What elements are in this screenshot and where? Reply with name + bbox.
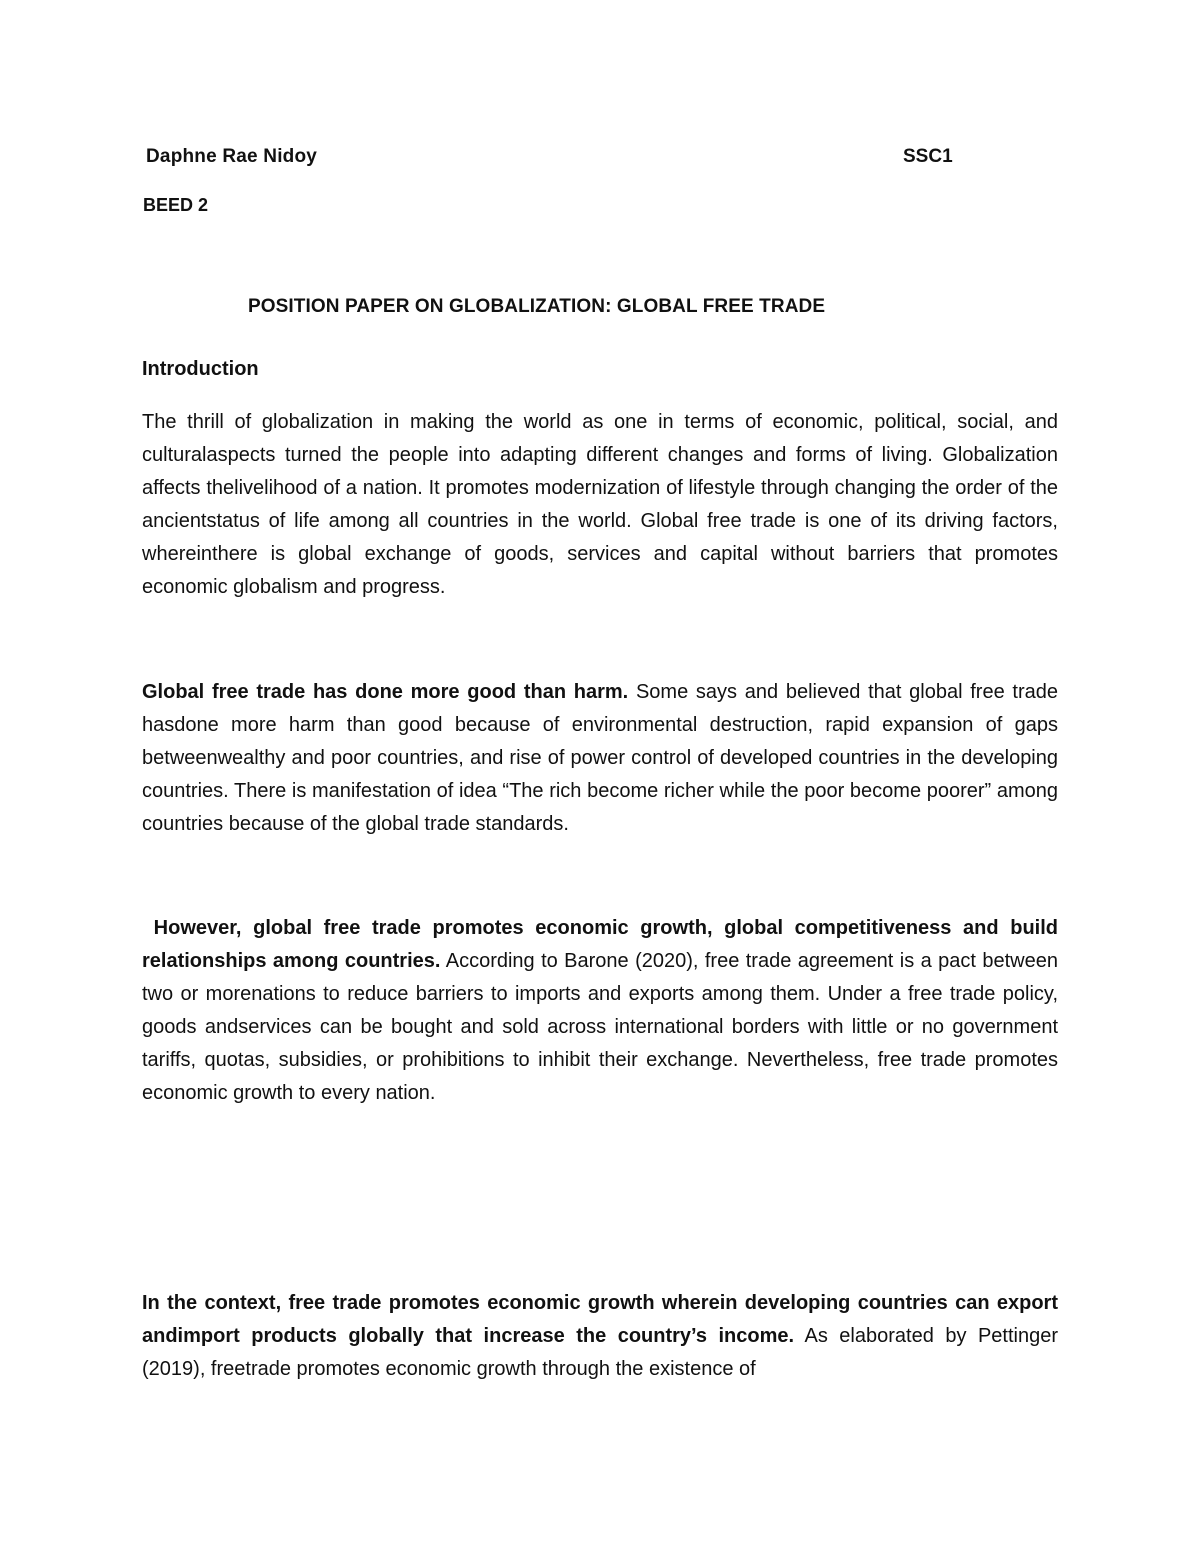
paragraph-claim-bold: In the context, free trade promotes economic growth wherein developing countries can export andimport products globally that increase the country’s income. xyxy=(142,1292,1058,1347)
course-code: SSC1 xyxy=(903,146,953,167)
paragraph-introduction: The thrill of globalization in making the world as one in terms of economic, political, social, and culturalaspects turned the people into adapting different changes and forms of living. Globalization affects thelivelihood of a nation. It promotes modernization of lifestyle through changing the order of the ancientstatus of life among all countries in the world. Global free trade is one of its driving factors, whereinthere is global exchange of goods, services and capital without barriers that promotes economic globalism and progress. xyxy=(142,411,1058,598)
paragraph-good-vs-harm xyxy=(142,676,1058,841)
paragraph-claim-bold: However, global free trade promotes economic growth, global competitiveness and build relationships among countries. xyxy=(142,917,1059,972)
section-heading-introduction: Introduction xyxy=(142,358,259,380)
paragraph-body: Some says and believed that global free trade hasdone more harm than good because of environmental destruction, rapid expansion of gaps betweenwealthy and poor countries, and rise of power control of developed countries in the developing countries. There is manifestation of idea “The rich become richer while the poor become poorer” among countries because of the global trade standards. xyxy=(142,681,1059,835)
paragraph-context xyxy=(142,1287,1058,1386)
paragraph-economic-growth xyxy=(142,912,1058,1110)
paragraph-thesis-bold: Global free trade has done more good than harm. xyxy=(142,681,629,703)
paragraph-body: According to Barone (2020), free trade agreement is a pact between two or morenations to reduce barriers to imports and exports among them. Under a free trade policy, goods andservices can be bought and sold across international borders with little or no government tariffs, quotas, subsidies, or prohibitions to inhibit their exchange. Nevertheless, free trade promotes economic growth to every nation. xyxy=(142,950,1058,1104)
page-title: POSITION PAPER ON GLOBALIZATION: GLOBAL FREE TRADE xyxy=(248,296,826,317)
paragraph-body: As elaborated by Pettinger (2019), freetrade promotes economic growth through the existence of xyxy=(142,1325,1059,1380)
program-label: BEED 2 xyxy=(143,195,209,215)
author-name: Daphne Rae Nidoy xyxy=(146,146,318,167)
